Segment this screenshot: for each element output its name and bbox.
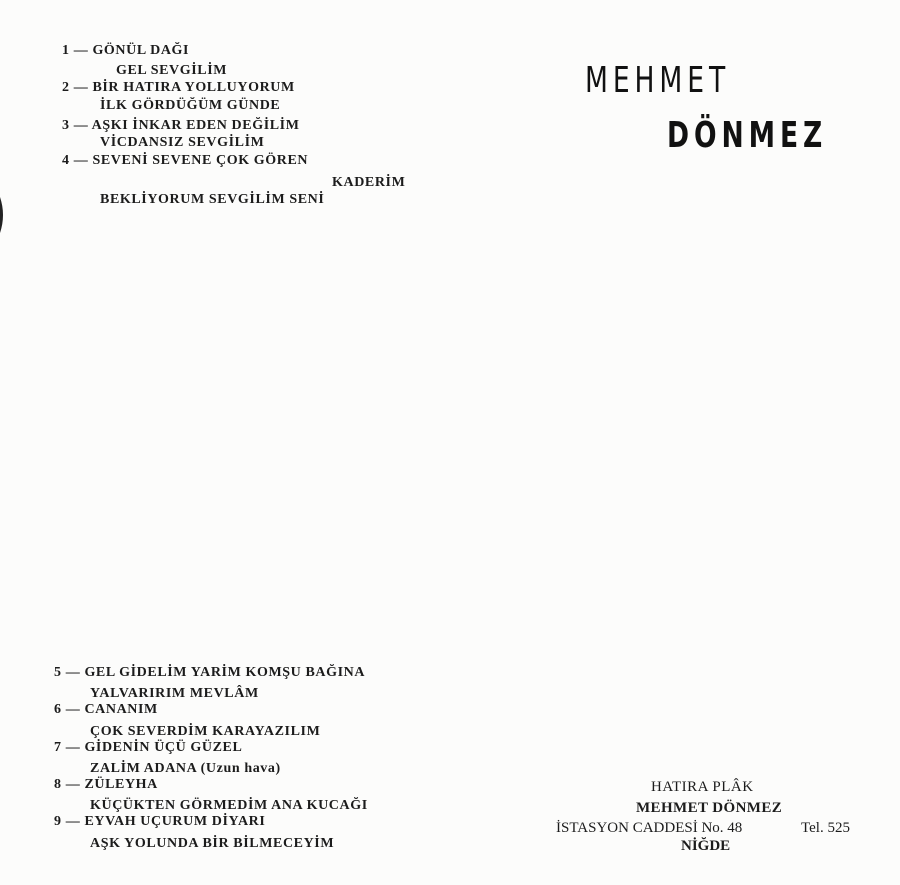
label-phone: Tel. 525	[801, 820, 850, 836]
track-number: 4	[62, 153, 70, 168]
song-title: AŞKI İNKAR EDEN DEĞİLİM	[91, 118, 300, 133]
track-4-continuation: KADERİM	[332, 175, 406, 190]
label-address: İSTASYON CADDESİ No. 48	[556, 820, 743, 836]
song-title: ZÜLEYHA	[84, 777, 158, 792]
track-dash: —	[73, 118, 89, 133]
track-dash: —	[65, 777, 81, 792]
song-title: EYVAH UÇURUM DİYARI	[84, 814, 266, 829]
track-1-title	[62, 43, 189, 59]
track-3-title	[62, 118, 300, 134]
track-7-subtitle: ZALİM ADANA (Uzun hava)	[90, 761, 281, 776]
song-title: SEVENİ SEVENE ÇOK GÖREN	[92, 153, 309, 168]
track-number: 1	[62, 43, 70, 58]
track-number: 2	[62, 80, 70, 95]
label-city: NİĞDE	[681, 838, 731, 854]
track-5-subtitle: YALVARIRIM MEVLÂM	[90, 686, 259, 701]
track-8-title	[54, 777, 158, 793]
song-title: BİR HATIRA YOLLUYORUM	[92, 80, 295, 95]
label-owner: MEHMET DÖNMEZ	[636, 800, 783, 816]
song-title: GÖNÜL DAĞI	[92, 43, 190, 58]
track-dash: —	[73, 153, 89, 168]
track-dash: —	[65, 702, 81, 717]
track-number: 9	[54, 814, 62, 829]
track-4-title	[62, 153, 308, 169]
track-6-subtitle: ÇOK SEVERDİM KARAYAZILIM	[90, 724, 321, 739]
track-number: 8	[54, 777, 62, 792]
song-title: GİDENİN ÜÇÜ GÜZEL	[84, 740, 243, 755]
track-8-subtitle: KÜÇÜKTEN GÖRMEDİM ANA KUCAĞI	[90, 798, 368, 813]
track-number: 6	[54, 702, 62, 717]
track-9-title	[54, 814, 265, 830]
track-number: 3	[62, 118, 70, 133]
track-7-title	[54, 740, 242, 756]
track-6-title	[54, 702, 158, 718]
song-title: GEL GİDELİM YARİM KOMŞU BAĞINA	[84, 665, 366, 680]
track-4-subtitle: BEKLİYORUM SEVGİLİM SENİ	[100, 192, 325, 207]
track-5-title	[54, 665, 365, 681]
sleeve-edge-notch	[0, 195, 6, 235]
track-dash: —	[65, 665, 81, 680]
song-title: CANANIM	[84, 702, 158, 717]
track-dash: —	[73, 43, 89, 58]
track-2-title	[62, 80, 295, 96]
artist-last-name: DÖNMEZ	[667, 115, 828, 156]
artist-first-name: MEHMET	[585, 60, 731, 101]
track-2-subtitle: İLK GÖRDÜĞÜM GÜNDE	[100, 98, 281, 113]
label-name: HATIRA PLÂK	[651, 779, 754, 795]
track-1-subtitle: GEL SEVGİLİM	[116, 63, 228, 78]
track-9-subtitle: AŞK YOLUNDA BİR BİLMECEYİM	[90, 836, 335, 851]
track-number: 5	[54, 665, 62, 680]
track-number: 7	[54, 740, 62, 755]
track-3-subtitle: VİCDANSIZ SEVGİLİM	[100, 135, 265, 150]
track-dash: —	[73, 80, 89, 95]
track-dash: —	[65, 740, 81, 755]
track-dash: —	[65, 814, 81, 829]
